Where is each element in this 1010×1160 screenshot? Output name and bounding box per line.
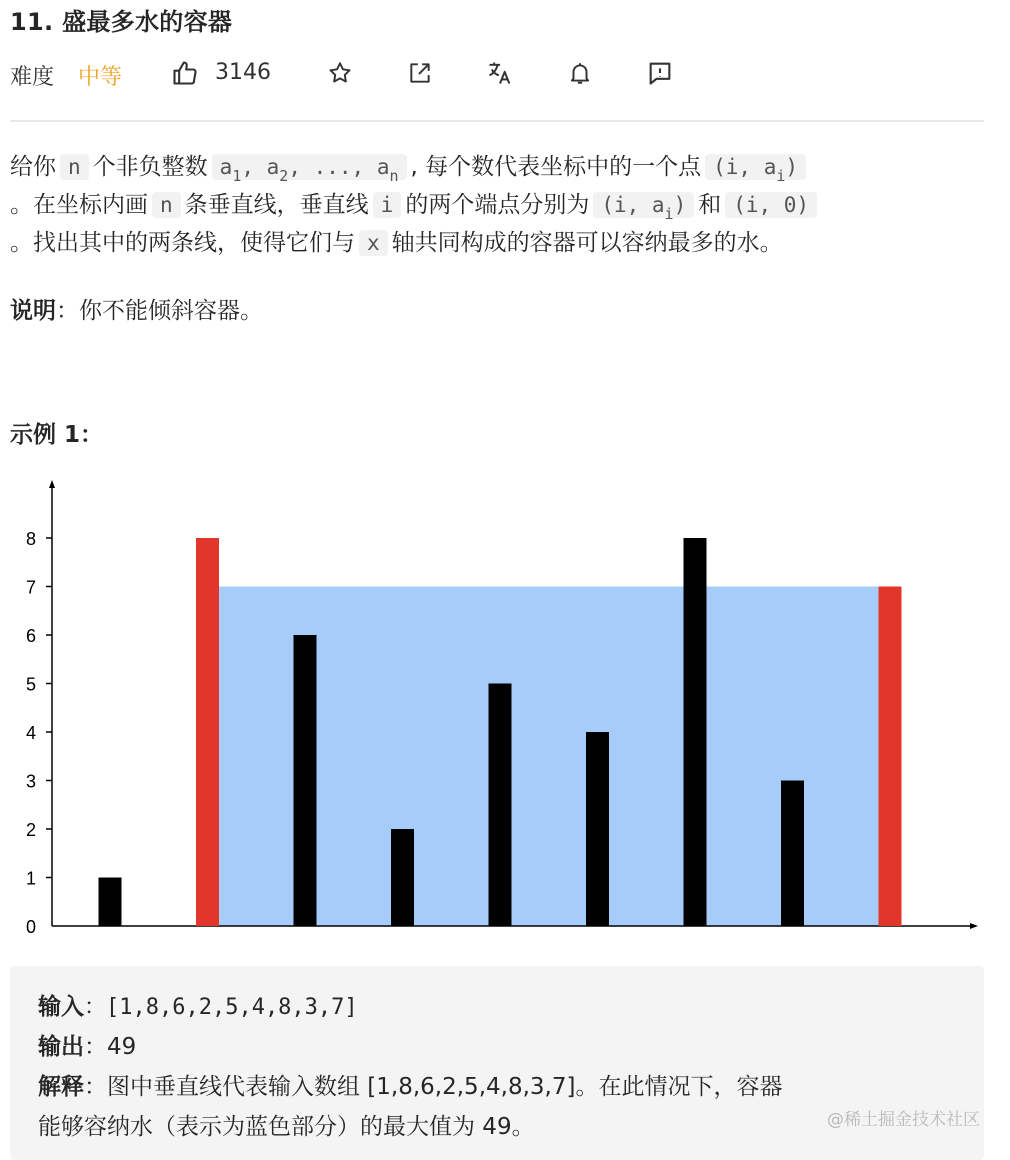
thumb-up-icon[interactable] xyxy=(170,58,200,88)
description-line-1: 给你 n 个非负整数 $a_1$, $a_2$, ..., $a_n$ , 每个数代表坐标中的一个点 (i, $a_i$) xyxy=(10,148,990,186)
header-divider xyxy=(10,120,984,122)
difficulty-badge: 中等 xyxy=(78,65,123,90)
container-chart xyxy=(0,470,1000,940)
bar xyxy=(586,732,609,926)
bar xyxy=(489,684,512,927)
y-axis-arrow xyxy=(49,480,55,488)
bar xyxy=(684,538,707,926)
bar xyxy=(781,781,804,927)
bar-highlighted xyxy=(879,587,902,927)
translate-icon[interactable] xyxy=(485,58,515,88)
array-notation: $a_1$, $a_2$, ..., $a_n$ xyxy=(212,154,407,180)
x-axis-arrow xyxy=(970,923,978,929)
description-line-2: 。在坐标内画 n 条垂直线，垂直线 i 的两个端点分别为 (i, $a_i$) 和 (i, 0) xyxy=(10,186,990,224)
y-tick-label: 3 xyxy=(25,771,36,792)
y-tick-label: 0 xyxy=(25,917,36,937)
watermark: @稀土掘金技术社区 xyxy=(827,1110,980,1130)
note-text: ：你不能倾斜容器。 xyxy=(56,298,263,324)
y-tick-label: 4 xyxy=(25,723,36,743)
y-tick-label: 2 xyxy=(25,820,36,840)
description-line-3: 。找出其中的两条线，使得它们与 x 轴共同构成的容器可以容纳最多的水。 xyxy=(10,230,783,256)
example-output-row: 输出：49 xyxy=(38,1034,137,1060)
note-label: 说明 xyxy=(10,298,56,324)
y-tick-label: 8 xyxy=(25,529,36,549)
example-explain-row: 解释：图中垂直线代表输入数组 [1,8,6,2,5,4,8,3,7]。在此情况下，容器 xyxy=(38,1074,783,1100)
like-count: 3146 xyxy=(215,60,271,85)
feedback-icon[interactable] xyxy=(645,58,675,88)
y-tick-label: 5 xyxy=(25,674,36,695)
bell-icon[interactable] xyxy=(565,58,595,88)
problem-description xyxy=(10,148,990,262)
problem-meta-bar xyxy=(10,56,990,92)
bar xyxy=(294,635,317,926)
note xyxy=(10,292,263,325)
bar-highlighted xyxy=(196,538,219,926)
difficulty-label: 难度 xyxy=(10,65,55,90)
y-tick-label: 7 xyxy=(25,577,36,598)
star-icon[interactable] xyxy=(325,58,355,88)
y-tick-label: 1 xyxy=(25,868,36,889)
problem-title: 11. 盛最多水的容器 xyxy=(10,8,233,36)
y-tick-label: 6 xyxy=(25,626,36,646)
example-input-row: 输入：[1,8,6,2,5,4,8,3,7] xyxy=(38,994,358,1020)
example-title: 示例 1： xyxy=(10,422,104,448)
bar xyxy=(99,878,122,927)
example-explain-row-2: 能够容纳水（表示为蓝色部分）的最大值为 49。 xyxy=(38,1114,535,1140)
example-box xyxy=(10,966,984,1160)
share-icon[interactable] xyxy=(405,58,435,88)
bar xyxy=(391,829,414,926)
